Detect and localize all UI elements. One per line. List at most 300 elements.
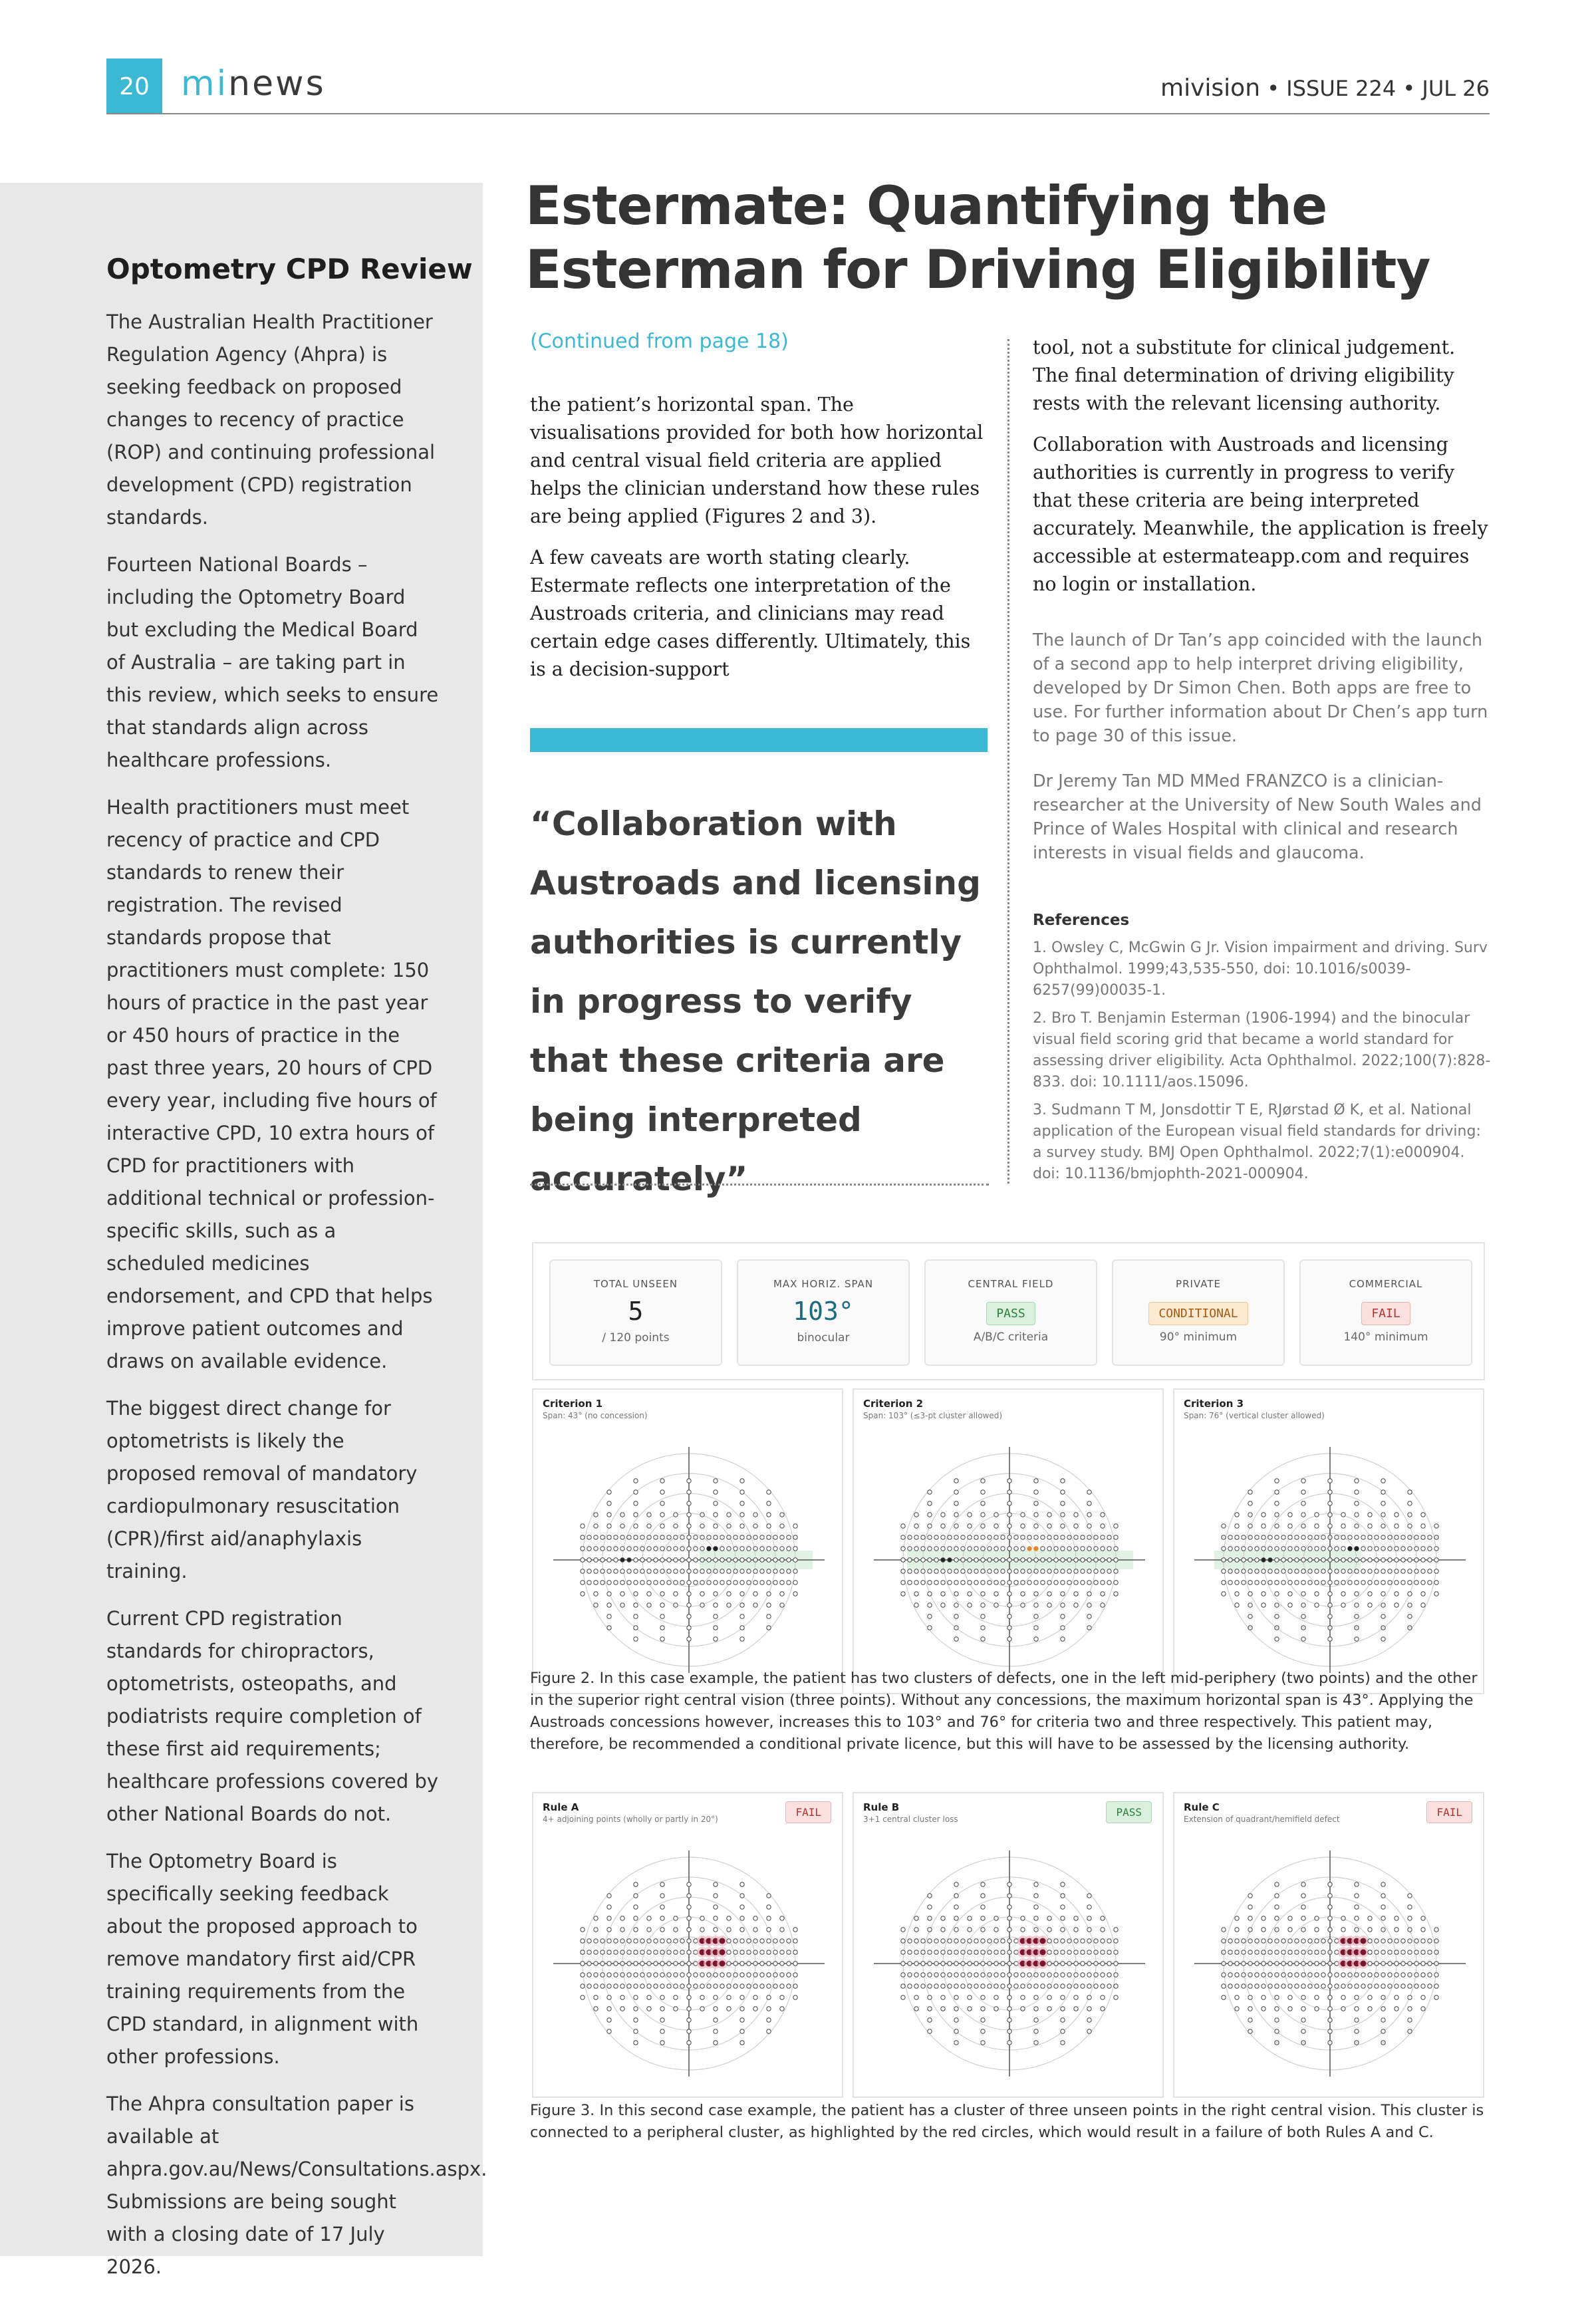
test-point (1328, 1479, 1332, 1483)
test-point (1007, 1894, 1011, 1898)
test-point (674, 1995, 678, 1999)
test-point (1021, 1916, 1025, 1920)
test-point (928, 1614, 932, 1618)
test-point (954, 1501, 958, 1505)
test-point (981, 1490, 985, 1494)
test-point (934, 1569, 938, 1573)
test-point (1034, 1558, 1038, 1562)
test-point (627, 1581, 631, 1585)
test-point (700, 1547, 704, 1551)
test-point (1114, 1939, 1118, 1943)
test-point (981, 1501, 985, 1505)
test-point (787, 1558, 791, 1562)
test-point (968, 1581, 972, 1585)
test-point (1222, 1558, 1226, 1562)
test-point (981, 1614, 985, 1618)
test-point (767, 1939, 771, 1943)
test-point (660, 1894, 664, 1898)
test-point (1087, 1558, 1091, 1562)
test-point (1268, 1558, 1272, 1562)
test-point (1335, 1569, 1339, 1573)
test-point (1434, 1524, 1438, 1528)
test-point (1101, 1995, 1105, 1999)
test-point (607, 1513, 611, 1517)
test-point (1087, 1547, 1091, 1551)
test-point (594, 1603, 598, 1607)
test-point (948, 1547, 952, 1551)
test-point (1268, 1950, 1272, 1954)
test-point (707, 1547, 711, 1551)
test-point (1047, 1569, 1051, 1573)
test-point (1087, 1916, 1091, 1920)
test-point (1275, 1637, 1279, 1641)
test-point (1228, 1581, 1232, 1585)
test-point (1428, 1973, 1432, 1977)
test-point (733, 1535, 737, 1539)
test-point (620, 1558, 624, 1562)
visual-field-plot (1174, 1831, 1486, 2097)
test-point (1222, 1524, 1226, 1528)
test-point (634, 1995, 638, 1999)
test-point (1268, 1547, 1272, 1551)
test-point (1428, 1581, 1432, 1585)
test-point (1248, 1916, 1252, 1920)
test-point (1047, 1535, 1051, 1539)
test-point (773, 1973, 777, 1977)
test-point (914, 1581, 918, 1585)
test-point (1408, 2029, 1412, 2033)
test-point (1034, 1524, 1038, 1528)
test-point (921, 1973, 925, 1977)
test-point (1395, 1592, 1398, 1596)
test-point (968, 1535, 972, 1539)
test-point (654, 1973, 658, 1977)
test-point (767, 1603, 771, 1607)
test-point (1414, 1581, 1418, 1585)
test-point (1007, 1535, 1011, 1539)
test-point (1381, 1894, 1385, 1898)
test-point (614, 1950, 618, 1954)
test-point (981, 1479, 985, 1483)
test-point (1428, 1547, 1432, 1551)
test-point (1067, 1984, 1071, 1988)
test-point (1414, 1984, 1418, 1988)
test-point (1087, 2007, 1091, 2011)
panel-subtitle: Span: 76° (vertical cluster allowed) (1184, 1411, 1325, 1420)
test-point (1041, 1547, 1045, 1551)
test-point (954, 1513, 958, 1517)
test-point (1288, 1569, 1292, 1573)
test-point (1301, 1916, 1305, 1920)
test-point (674, 1973, 678, 1977)
test-point (753, 1928, 757, 1932)
test-point (581, 1939, 585, 1943)
test-point (1328, 1558, 1332, 1562)
test-point (1301, 1581, 1305, 1585)
test-point (714, 1547, 718, 1551)
test-point (1355, 1973, 1359, 1977)
fail-badge: FAIL (785, 1801, 831, 1823)
test-point (1321, 1939, 1325, 1943)
test-point (1034, 2029, 1038, 2033)
test-point (1268, 1984, 1272, 1988)
test-point (760, 1939, 764, 1943)
test-point (1074, 1547, 1078, 1551)
test-point (674, 1939, 678, 1943)
test-point (1081, 1962, 1085, 1966)
test-point (1087, 2018, 1091, 2022)
test-point (720, 1569, 724, 1573)
test-point (988, 1581, 992, 1585)
test-point (928, 1569, 932, 1573)
test-point (1248, 1603, 1252, 1607)
panel-title: Rule C (1184, 1801, 1220, 1813)
panel-title: Rule B (863, 1801, 900, 1813)
test-point (1348, 1535, 1352, 1539)
test-point (747, 1973, 751, 1977)
test-point (753, 1950, 757, 1954)
test-point (1355, 2041, 1359, 2045)
test-point (1275, 1592, 1279, 1596)
test-point (1275, 1962, 1279, 1966)
card-sub: 140° minimum (1343, 1331, 1428, 1344)
test-point (1308, 1950, 1312, 1954)
test-point (974, 1984, 978, 1988)
test-point (1114, 1535, 1118, 1539)
test-point (680, 1973, 684, 1977)
test-point (1235, 1603, 1239, 1607)
test-point (1001, 1569, 1005, 1573)
test-point (1375, 1547, 1379, 1551)
test-point (1027, 1569, 1031, 1573)
test-point (901, 1950, 905, 1954)
test-point (1301, 1513, 1305, 1517)
test-point (773, 1569, 777, 1573)
test-point (620, 1962, 624, 1966)
test-point (1361, 1581, 1365, 1585)
test-point (914, 1962, 918, 1966)
test-point (1328, 1905, 1332, 1909)
test-point (1368, 1916, 1372, 1920)
test-point (1101, 1916, 1105, 1920)
test-point (1295, 1547, 1299, 1551)
test-point (687, 1535, 691, 1539)
test-point (1301, 1995, 1305, 1999)
test-point (1114, 1569, 1118, 1573)
test-point (1408, 1581, 1412, 1585)
sidebar-paragraph: The Optometry Board is specifically seeking feedback about the proposed approach to remove mandatory first aid/CPR training requirements from the CPD standard, in alignment with other professions. (106, 1850, 419, 2068)
test-point (634, 1973, 638, 1977)
test-point (1242, 1950, 1246, 1954)
test-point (1368, 1950, 1372, 1954)
test-point (1242, 1984, 1246, 1988)
test-point (787, 1939, 791, 1943)
test-point (1341, 1558, 1345, 1562)
test-point (727, 1973, 731, 1977)
test-point (914, 1950, 918, 1954)
test-point (954, 1569, 958, 1573)
test-point (968, 1984, 972, 1988)
test-point (714, 1626, 718, 1630)
test-point (1434, 1547, 1438, 1551)
test-point (941, 1950, 945, 1954)
test-point (1235, 1558, 1239, 1562)
test-point (587, 1581, 591, 1585)
test-point (1308, 1581, 1312, 1585)
test-point (1041, 1569, 1045, 1573)
test-point (727, 1939, 731, 1943)
test-point (1381, 1479, 1385, 1483)
test-point (1081, 1569, 1085, 1573)
test-point (1087, 1490, 1091, 1494)
test-point (714, 1558, 718, 1562)
test-point (928, 1535, 932, 1539)
test-point (948, 1569, 952, 1573)
test-point (961, 1558, 965, 1562)
test-point (660, 1928, 664, 1932)
test-point (1047, 1950, 1051, 1954)
test-point (1228, 1973, 1232, 1977)
test-point (1262, 1524, 1265, 1528)
test-point (1355, 1905, 1359, 1909)
test-point (1341, 1569, 1345, 1573)
test-point (620, 1569, 624, 1573)
test-point (594, 1558, 598, 1562)
test-point (1021, 2007, 1025, 2011)
test-point (740, 1950, 744, 1954)
test-point (1368, 1995, 1372, 1999)
test-point (1007, 1614, 1011, 1618)
test-point (1054, 1939, 1058, 1943)
test-point (1222, 1547, 1226, 1551)
test-point (694, 1569, 698, 1573)
test-point (634, 1581, 638, 1585)
test-point (901, 1558, 905, 1562)
test-point (901, 1973, 905, 1977)
figure-3 (532, 1792, 1485, 2098)
test-point (1434, 1950, 1438, 1954)
test-point (1321, 1962, 1325, 1966)
test-point (1034, 1916, 1038, 1920)
test-point (1034, 1984, 1038, 1988)
test-point (1328, 1973, 1332, 1977)
test-point (914, 1984, 918, 1988)
test-point (1328, 1592, 1332, 1596)
test-point (1107, 1535, 1111, 1539)
test-point (1061, 1984, 1065, 1988)
test-point (1014, 1558, 1018, 1562)
test-point (948, 1984, 952, 1988)
test-point (1268, 1581, 1272, 1585)
test-point (780, 1950, 784, 1954)
test-point (1288, 1513, 1292, 1517)
test-point (1328, 1614, 1332, 1618)
test-point (600, 1950, 604, 1954)
test-point (1275, 1973, 1279, 1977)
test-point (620, 1524, 624, 1528)
sidebar-paragraph: Health practitioners must meet recency of practice and CPD standards to renew their registration. The revised standards propose that practitioners must complete: 150 hours of practice in the past year or 450 hours of practice in the past three years, 20 hours of CPD every year, including five hours of interactive CPD, 10 extra hours of CPD for practitioners with additional technical or profession-specific skills, such as a scheduled medicines endorsement, and CPD that helps improve patient outcomes and draws on available evidence. (106, 796, 437, 1372)
test-point (941, 1939, 945, 1943)
test-point (1021, 1995, 1025, 1999)
test-point (1368, 1592, 1372, 1596)
test-point (1428, 1950, 1432, 1954)
test-point (634, 1513, 638, 1517)
test-point (954, 1524, 958, 1528)
test-point (1381, 1882, 1385, 1886)
test-point (694, 1581, 698, 1585)
body-paragraph: A few caveats are worth stating clearly. Estermate reflects one interpretation of the Austroads criteria, and clinicians may read certain edge cases differently. Ultimately, this is a decision-support (530, 547, 971, 680)
article-column-1 (530, 391, 989, 697)
test-point (714, 1637, 718, 1641)
test-point (1021, 1547, 1025, 1551)
test-point (674, 1984, 678, 1988)
test-point (901, 1995, 905, 1999)
test-point (1047, 1962, 1051, 1966)
test-point (1275, 1513, 1279, 1517)
test-point (773, 1984, 777, 1988)
test-point (901, 1547, 905, 1551)
test-point (1094, 1984, 1098, 1988)
test-point (954, 1558, 958, 1562)
test-point (627, 1547, 631, 1551)
test-point (1421, 1513, 1425, 1517)
test-point (961, 1984, 965, 1988)
test-point (1355, 2007, 1359, 2011)
test-point (647, 1581, 651, 1585)
test-point (727, 1603, 731, 1607)
test-point (1262, 1569, 1265, 1573)
test-point (1408, 1894, 1412, 1898)
test-point (1087, 1950, 1091, 1954)
test-point (581, 1950, 585, 1954)
test-point (1381, 2018, 1385, 2022)
test-point (981, 1894, 985, 1898)
test-point (941, 1916, 945, 1920)
test-point (787, 1950, 791, 1954)
test-point (1235, 1547, 1239, 1551)
test-point (961, 1535, 965, 1539)
test-point (1315, 1513, 1319, 1517)
test-point (727, 1995, 731, 1999)
test-point (981, 1513, 985, 1517)
test-point (1222, 1950, 1226, 1954)
test-point (941, 1973, 945, 1977)
card-sub: 90° minimum (1159, 1331, 1238, 1344)
test-point (941, 1962, 945, 1966)
test-point (780, 1603, 784, 1607)
test-point (1275, 1479, 1279, 1483)
test-point (1275, 1916, 1279, 1920)
test-point (780, 1524, 784, 1528)
test-point (968, 1973, 972, 1977)
test-point (607, 1490, 611, 1494)
test-point (1094, 1939, 1098, 1943)
test-point (1388, 1962, 1392, 1966)
test-point (1301, 1637, 1305, 1641)
test-point (1355, 1558, 1359, 1562)
test-point (981, 2007, 985, 2011)
test-point (968, 1558, 972, 1562)
test-point (981, 1995, 985, 1999)
test-point (581, 1569, 585, 1573)
test-point (1021, 1513, 1025, 1517)
test-point (954, 2041, 958, 2045)
test-point (1094, 1973, 1098, 1977)
test-point (687, 2041, 691, 2045)
test-point (1248, 1614, 1252, 1618)
test-point (1428, 1939, 1432, 1943)
test-point (954, 1995, 958, 1999)
test-point (607, 1581, 611, 1585)
test-point (1255, 1939, 1259, 1943)
test-point (1007, 1513, 1011, 1517)
test-point (660, 1984, 664, 1988)
test-point (1268, 1939, 1272, 1943)
test-point (988, 1950, 992, 1954)
test-point (1281, 1547, 1285, 1551)
test-point (634, 1882, 638, 1886)
test-point (1262, 1558, 1265, 1562)
test-point (780, 2007, 784, 2011)
test-point (587, 1569, 591, 1573)
test-point (921, 1535, 925, 1539)
pass-badge: PASS (986, 1302, 1035, 1325)
test-point (1262, 1984, 1265, 1988)
test-point (1275, 1524, 1279, 1528)
test-point (594, 1581, 598, 1585)
test-point (1061, 1962, 1065, 1966)
test-point (1007, 1581, 1011, 1585)
test-point (720, 1581, 724, 1585)
test-point (1414, 1939, 1418, 1943)
test-point (1428, 1535, 1432, 1539)
test-point (700, 1558, 704, 1562)
test-point (694, 1547, 698, 1551)
test-point (1262, 1973, 1265, 1977)
test-point (1248, 1950, 1252, 1954)
test-point (647, 1547, 651, 1551)
test-point (1034, 1603, 1038, 1607)
test-point (720, 1973, 724, 1977)
test-point (981, 1928, 985, 1932)
test-point (1074, 1581, 1078, 1585)
test-point (1414, 1973, 1418, 1977)
test-point (647, 1569, 651, 1573)
test-point (674, 1513, 678, 1517)
test-point (647, 2007, 651, 2011)
test-point (1281, 1535, 1285, 1539)
test-point (1034, 1535, 1038, 1539)
test-point (1228, 1569, 1232, 1573)
test-point (1222, 1962, 1226, 1966)
test-point (687, 1558, 691, 1562)
test-point (1248, 1547, 1252, 1551)
test-point (1007, 1479, 1011, 1483)
test-point (1275, 1984, 1279, 1988)
test-point (767, 1894, 771, 1898)
test-point (620, 1984, 624, 1988)
test-point (1275, 1547, 1279, 1551)
test-point (1007, 1973, 1011, 1977)
test-point (1401, 1558, 1405, 1562)
test-point (1308, 1939, 1312, 1943)
test-point (1054, 1984, 1058, 1988)
test-point (1295, 1973, 1299, 1977)
test-point (1328, 1939, 1332, 1943)
test-point (780, 1513, 784, 1517)
test-point (1355, 2029, 1359, 2033)
test-point (787, 1984, 791, 1988)
